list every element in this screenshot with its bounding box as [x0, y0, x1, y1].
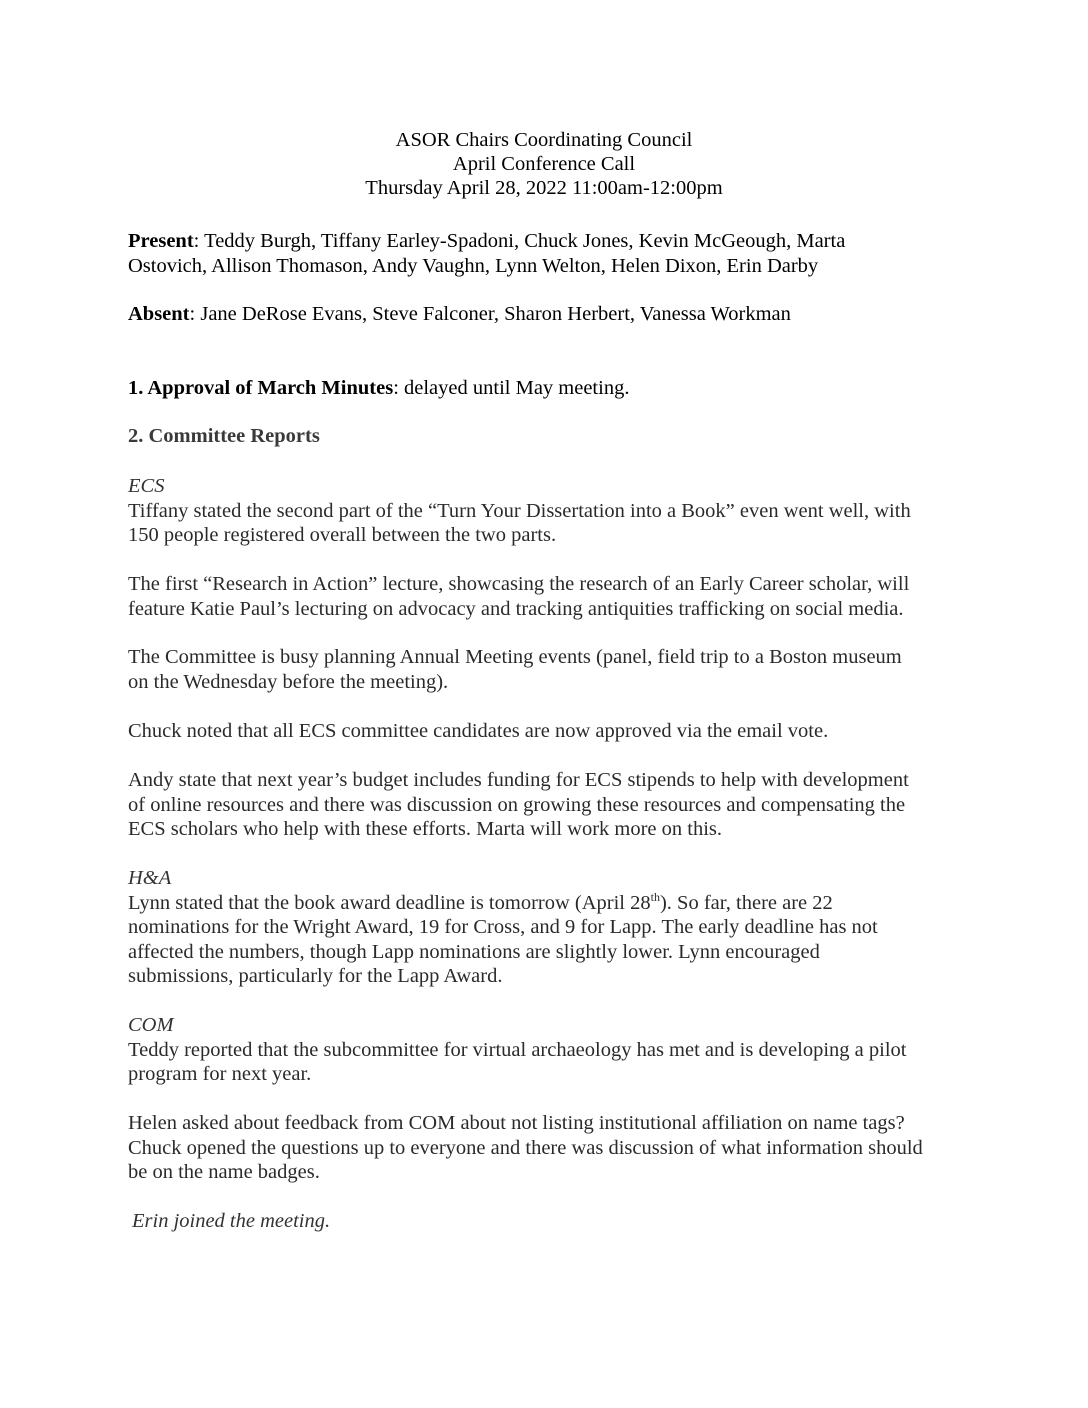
- ecs-paragraph-5-line-2: of online resources and there was discussion on growing these resources and compensating the: [128, 793, 906, 816]
- ha-paragraph-1-line-3: affected the numbers, though Lapp nominations are slightly lower. Lynn encouraged: [128, 940, 820, 963]
- document-subtitle: April Conference Call: [452, 153, 636, 175]
- ha-paragraph-1-line-4: submissions, particularly for the Lapp Award.: [128, 965, 503, 987]
- agenda-item-1-label: 1. Approval of March Minutes: [128, 377, 394, 399]
- ecs-heading: ECS: [128, 475, 165, 497]
- present-names-line1: : Teddy Burgh, Tiffany Earley-Spadoni, Chuck Jones, Kevin McGeough, Marta: [193, 230, 846, 252]
- ecs-paragraph-1-line-1: Tiffany stated the second part of the “Turn Your Dissertation into a Book” even went well, with: [128, 499, 911, 522]
- ecs-paragraph-2-line-2: feature Katie Paul’s lecturing on advocacy and tracking antiquities trafficking on social media.: [128, 597, 904, 620]
- ecs-paragraph-4-line-1: Chuck noted that all ECS committee candidates are now approved via the email vote.: [128, 720, 829, 742]
- present-list: [128, 229, 960, 278]
- com-section: [128, 1013, 958, 1087]
- com-paragraph-2: [128, 1111, 958, 1185]
- document-title: ASOR Chairs Coordinating Council: [395, 129, 693, 151]
- com-paragraph-1-line-1: Teddy reported that the subcommittee for virtual archaeology has met and is developing a pilot: [128, 1038, 907, 1061]
- ha-paragraph-1-line-1: Lynn stated that the book award deadline is tomorrow (April 28th). So far, there are 22: [128, 889, 833, 914]
- document-header: [0, 128, 1088, 200]
- com-heading: COM: [128, 1014, 174, 1036]
- agenda-item-1: [128, 376, 960, 401]
- com-paragraph-1-line-2: program for next year.: [128, 1063, 312, 1085]
- absent-names: : Jane DeRose Evans, Steve Falconer, Sharon Herbert, Vanessa Workman: [189, 303, 791, 325]
- ecs-paragraph-4: [128, 719, 958, 744]
- com-paragraph-2-line-3: be on the name badges.: [128, 1161, 320, 1183]
- com-paragraph-2-line-2: Chuck opened the questions up to everyone and there was discussion of what information should: [128, 1136, 923, 1159]
- committee-reports-heading: 2. Committee Reports: [128, 425, 320, 447]
- meeting-note: Erin joined the meeting.: [132, 1210, 331, 1232]
- ecs-paragraph-5: [128, 768, 958, 842]
- agenda-item-1-text: : delayed until May meeting.: [393, 377, 630, 399]
- absent-label: Absent: [128, 303, 190, 325]
- ecs-paragraph-3-line-1: The Committee is busy planning Annual Meeting events (panel, field trip to a Boston museum: [128, 646, 902, 668]
- ecs-paragraph-3-line-2: on the Wednesday before the meeting).: [128, 670, 449, 693]
- ecs-paragraph-3: [128, 645, 958, 694]
- ha-section: [128, 866, 958, 989]
- meeting-datetime: Thursday April 28, 2022 11:00am-12:00pm: [365, 177, 723, 199]
- com-paragraph-2-line-1: Helen asked about feedback from COM about not listing institutional affiliation on name tags?: [128, 1112, 905, 1134]
- ecs-paragraph-2-line-1: The first “Research in Action” lecture, showcasing the research of an Early Career scholar, will: [128, 573, 910, 595]
- ecs-paragraph-5-line-3: ECS scholars who help with these efforts. Marta will work more on this.: [128, 818, 723, 840]
- ecs-paragraph-1-line-2: 150 people registered overall between the two parts.: [128, 524, 557, 546]
- ecs-paragraph-5-line-1: Andy state that next year’s budget includes funding for ECS stipends to help with development: [128, 769, 909, 791]
- ecs-paragraph-2: [128, 572, 958, 621]
- ha-paragraph-1-line-2: nominations for the Wright Award, 19 for Cross, and 9 for Lapp. The early deadline has not: [128, 916, 878, 938]
- present-names-line2: Ostovich, Allison Thomason, Andy Vaughn, Lynn Welton, Helen Dixon, Erin Darby: [128, 254, 819, 277]
- absent-list: [128, 302, 960, 327]
- ha-heading: H&A: [128, 867, 172, 889]
- present-label: Present: [128, 230, 194, 252]
- ecs-section: [128, 474, 958, 548]
